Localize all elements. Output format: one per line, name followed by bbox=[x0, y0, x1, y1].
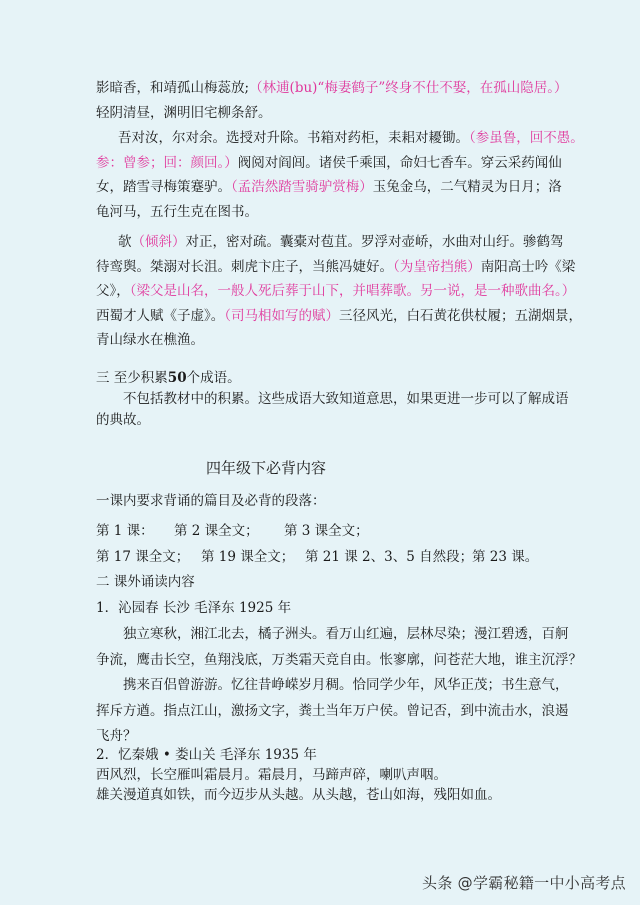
annotation-note: （林逋(bu)“梅妻鹤子”终身不仕不娶，在孤山隐居。） bbox=[249, 80, 568, 96]
lesson-item: 第 1 课： bbox=[96, 523, 154, 539]
verse-text: 阀阅对阎闾。诸侯千乘国，命妇七香车。穿云采药闻仙 bbox=[237, 154, 562, 171]
lesson-item: 第 17 课全文； bbox=[96, 549, 190, 565]
verse-text: 父》， bbox=[96, 283, 130, 299]
lesson-item: 第 2 课全文； bbox=[174, 523, 259, 539]
section-recitation bbox=[96, 489, 556, 514]
poem-2 bbox=[96, 745, 556, 805]
annotation-note: （倾斜） bbox=[131, 234, 186, 250]
lesson-item: 第 3 课全文； bbox=[284, 523, 369, 539]
verse-text: 女，踏雪寻梅策蹇驴。 bbox=[96, 179, 231, 195]
verse-paragraph-3 bbox=[96, 230, 582, 353]
verse-text: 对正，密对疏。囊橐对苞苴。罗浮对壶峤，水曲对山纡。骖鹤驾 bbox=[185, 234, 564, 250]
verse-text: 西蜀才人赋《子虚》。 bbox=[96, 307, 225, 324]
verse-text: 影暗香，和靖孤山梅蕊放; bbox=[96, 80, 250, 96]
poem-line: 携来百侣曾游游。忆往昔峥嵘岁月稠。恰同学少年，风华正茂；书生意气， bbox=[123, 677, 569, 693]
verse-text: 三径风光，白石黄花供杖履；五湖烟景， bbox=[339, 307, 582, 324]
poem-1-body bbox=[96, 622, 582, 750]
verse-text: 欹 bbox=[118, 234, 132, 250]
poem-title: 2．忆秦娥 • 娄山关 毛泽东 1935 年 bbox=[96, 747, 317, 763]
heading-text: 个成语。 bbox=[186, 370, 241, 386]
source-watermark: 头条 @学霸秘籍一中小高考点 bbox=[422, 874, 626, 892]
verse-paragraph-2 bbox=[96, 126, 584, 224]
verse-paragraph-1 bbox=[96, 76, 568, 125]
verse-text: 吾对汝，尔对余。选授对升除。书箱对药柜，耒耜对耰锄。 bbox=[118, 130, 469, 146]
annotation-note: （梁父是山名，一般人死后葬于山下，并唱葬歌。另一说，是一种歌曲名。） bbox=[129, 283, 576, 299]
annotation-note: 参：曾参；回：颜回。） bbox=[96, 154, 238, 171]
section-extra-reading bbox=[96, 570, 556, 595]
poem-title: 1．沁园春 长沙 毛泽东 1925 年 bbox=[96, 600, 292, 616]
poem-line: 飞舟？ bbox=[96, 728, 137, 744]
lesson-item: 第 19 课全文； bbox=[201, 549, 295, 565]
verse-text: 南阳高士吟《梁 bbox=[480, 258, 576, 275]
poem-line: 争流，鹰击长空，鱼翔浅底，万类霜天竞自由。怅寥廓，问苍茫大地，谁主沉浮？ bbox=[96, 651, 582, 668]
poem-line: 挥斥方遒。指点江山，激扬文字，粪土当年万户侯。曾记否，到中流击水，浪遏 bbox=[96, 702, 569, 719]
section-heading: 一课内要求背诵的篇目及必背的段落： bbox=[96, 493, 326, 509]
section-heading bbox=[96, 368, 556, 389]
lesson-item: 第 23 课。 bbox=[472, 549, 539, 565]
poem-line: 独立寒秋，湘江北去，橘子洲头。看万山红遍，层林尽染；漫江碧透，百舸 bbox=[123, 626, 569, 642]
poem-line: 雄关漫道真如铁，而今迈步从头越。从头越，苍山如海，残阳如血。 bbox=[96, 787, 501, 803]
lesson-item: 第 21 课 2、3、5 自然段； bbox=[305, 549, 474, 565]
page-title: 四年级下必背内容 bbox=[206, 459, 327, 477]
annotation-note: （司马相如写的赋） bbox=[224, 307, 339, 324]
poem-1 bbox=[96, 596, 556, 621]
heading-text: 三 至少积累 bbox=[96, 370, 168, 386]
verse-text: 青山绿水在樵渔。 bbox=[96, 332, 204, 348]
annotation-note: （孟浩然踏雪骑驴赏梅） bbox=[231, 179, 373, 195]
verse-text: 玉兔金乌，二气精灵为日月；洛 bbox=[372, 179, 562, 195]
heading-number: 50 bbox=[167, 370, 187, 386]
body-text: 的典故。 bbox=[96, 412, 150, 428]
section-idioms bbox=[96, 368, 569, 431]
section-heading: 二 课外诵读内容 bbox=[96, 574, 195, 590]
annotation-note: （为皇帝挡熊） bbox=[393, 258, 481, 275]
verse-text: 轻阴清昼，渊明旧宅柳条舒。 bbox=[96, 104, 272, 121]
annotation-note: （参虽鲁，回不愚。 bbox=[469, 130, 584, 146]
poem-line: 西风烈，长空雁叫霜晨月。霜晨月，马蹄声碎，喇叭声咽。 bbox=[96, 767, 447, 783]
verse-text: 龟河马，五行生克在图书。 bbox=[96, 203, 258, 220]
body-text: 不包括教材中的积累。这些成语大致知道意思，如果更进一步可以了解成语 bbox=[123, 391, 569, 407]
verse-text: 待鸾舆。桀溺对长沮。刺虎卞庄子，当熊冯婕好。 bbox=[96, 258, 393, 275]
